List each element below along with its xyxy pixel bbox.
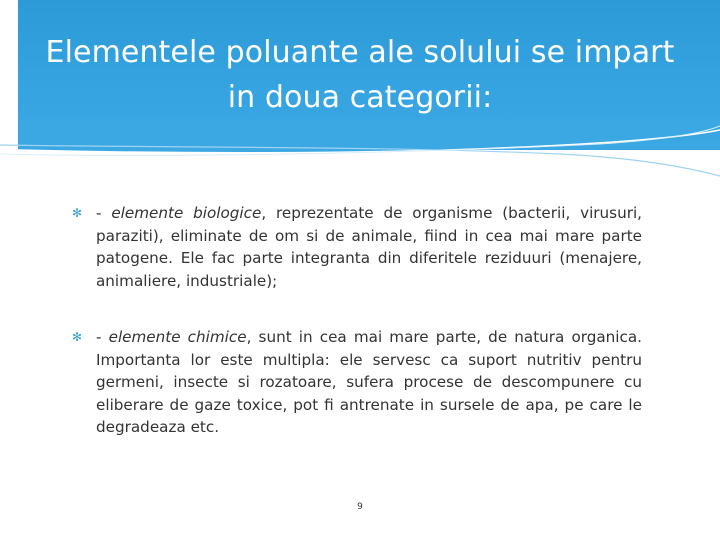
bullet-text: , sunt in cea mai mare parte, de natura organica. Importanta lor este multipla: ele servesc ca suport nutritiv pentru germeni, insecte si rozatoare, sufera procese de descompunere cu eliberare de gaze toxice, pot fi antrenate in sursele de apa, pe care le degradeaza etc.: [96, 328, 642, 436]
bullet-text: , reprezentate de organisme (bacterii, virusuri, paraziti), eliminate de om si de animale, fiind in cea mai mare parte patogene. Ele fac parte integranta din diferitele reziduuri (menajere, animaliere, industriale);: [96, 204, 643, 290]
header-swoosh-decoration: [0, 120, 720, 180]
bullet-item-biological: [72, 202, 642, 292]
bullet-prefix: -: [96, 328, 109, 346]
asterisk-icon: ✻: [72, 206, 83, 220]
bullet-item-chemical: [72, 326, 642, 439]
bullet-list: [72, 202, 642, 473]
page-number: 9: [357, 502, 363, 512]
bullet-term: elemente biologice: [111, 204, 262, 222]
bullet-prefix: -: [96, 204, 112, 222]
bullet-term: elemente chimice: [108, 328, 247, 346]
asterisk-icon: ✻: [72, 330, 83, 344]
slide-title: Elementele poluante ale solului se impart in doua categorii:: [45, 35, 675, 115]
